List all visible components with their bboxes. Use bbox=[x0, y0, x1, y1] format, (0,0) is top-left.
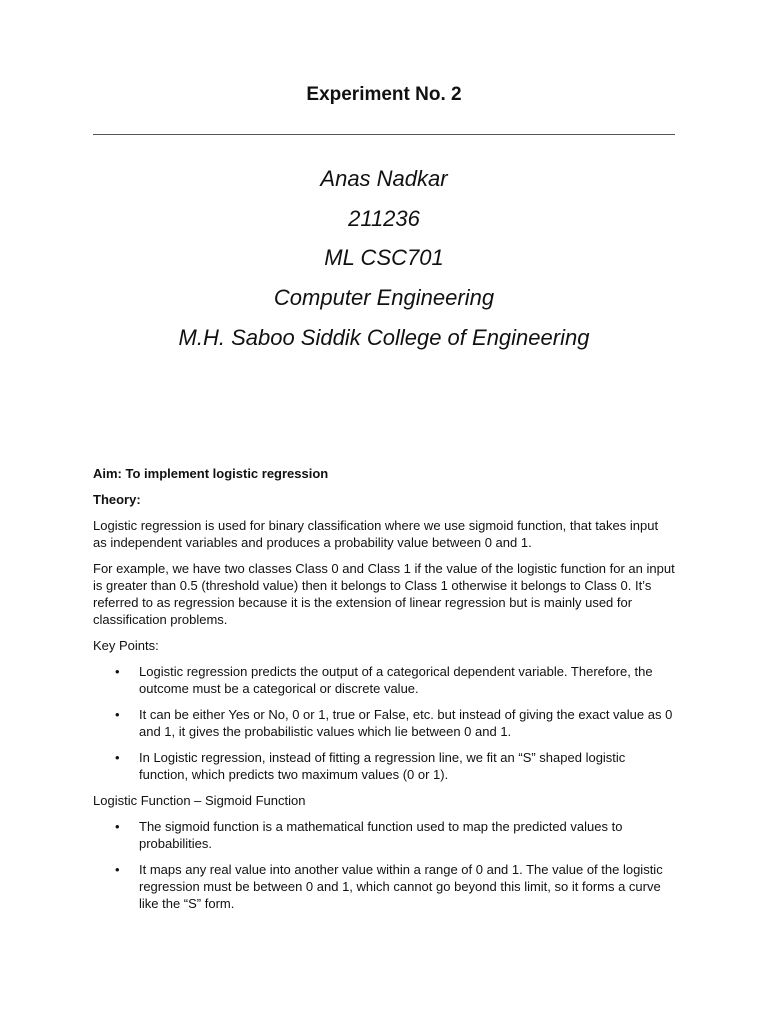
theory-paragraph-2: For example, we have two classes Class 0 and Class 1 if the value of the logistic function for an input is greater than 0.5 (threshold value) then it belongs to Class 1 otherwise it belongs to Class 0. It’s referred to as regression because it is the extension of linear regression but is mainly used for classification problems. bbox=[93, 561, 675, 627]
college-name: M.H. Saboo Siddik College of Engineering bbox=[178, 325, 590, 350]
department: Computer Engineering bbox=[273, 285, 495, 310]
list-item bbox=[93, 706, 675, 740]
aim-heading: Aim: To implement logistic regression bbox=[93, 466, 329, 481]
key-points-list bbox=[93, 663, 675, 783]
horizontal-rule bbox=[93, 134, 675, 135]
sigmoid-heading: Logistic Function – Sigmoid Function bbox=[93, 793, 306, 808]
bullet-icon: • bbox=[115, 664, 120, 679]
list-item-text: It maps any real value into another value within a range of 0 and 1. The value of the logistic regression must be between 0 and 1, which cannot go beyond this limit, so it forms a curve like the “S” form. bbox=[139, 862, 663, 911]
list-item-text: Logistic regression predicts the output of a categorical dependent variable. Therefore, the outcome must be a categorical or discrete value. bbox=[139, 664, 653, 696]
document-body bbox=[93, 465, 675, 921]
bullet-icon: • bbox=[115, 750, 120, 765]
course-code: ML CSC701 bbox=[324, 245, 444, 270]
list-item bbox=[93, 749, 675, 783]
key-points-heading: Key Points: bbox=[93, 638, 159, 653]
student-name: Anas Nadkar bbox=[320, 166, 448, 191]
roll-number: 211236 bbox=[348, 206, 420, 231]
list-item bbox=[93, 818, 675, 852]
list-item bbox=[93, 663, 675, 697]
sigmoid-points-list bbox=[93, 818, 675, 912]
list-item bbox=[93, 861, 675, 912]
list-item-text: It can be either Yes or No, 0 or 1, true or False, etc. but instead of giving the exact value as 0 and 1, it gives the probabilistic values which lie between 0 and 1. bbox=[139, 707, 673, 739]
page-title: Experiment No. 2 bbox=[306, 84, 462, 105]
theory-paragraph-1: Logistic regression is used for binary classification where we use sigmoid function, that takes input as independent variables and produces a probability value between 0 and 1. bbox=[93, 518, 659, 550]
list-item-text: In Logistic regression, instead of fitting a regression line, we fit an “S” shaped logistic function, which predicts two maximum values (0 or 1). bbox=[139, 750, 626, 782]
bullet-icon: • bbox=[115, 819, 120, 834]
bullet-icon: • bbox=[115, 862, 120, 877]
bullet-icon: • bbox=[115, 707, 120, 722]
list-item-text: The sigmoid function is a mathematical function used to map the predicted values to probabilities. bbox=[139, 819, 623, 851]
theory-heading: Theory: bbox=[93, 492, 141, 507]
